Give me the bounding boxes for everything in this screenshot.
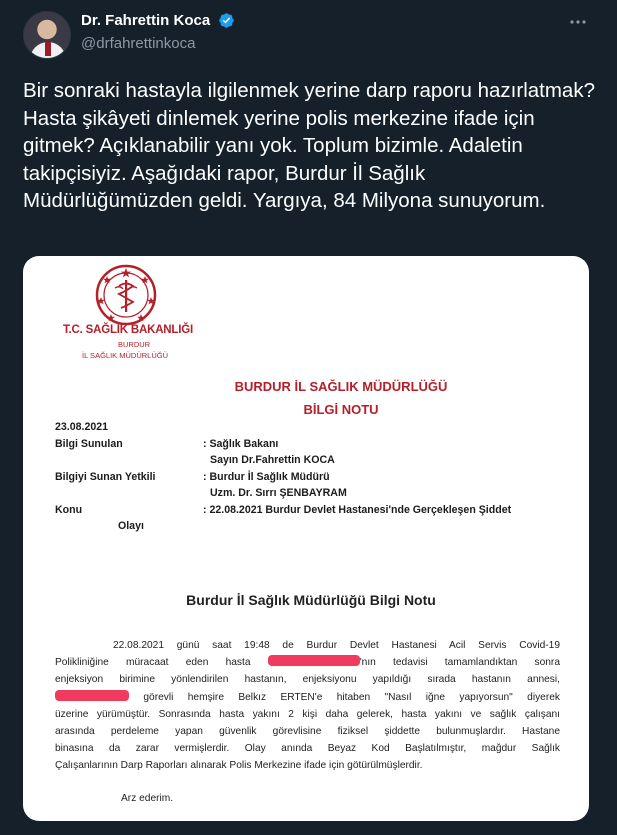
ministry-department: İL SAĞLIK MÜDÜRLÜĞÜ xyxy=(82,351,168,360)
author-name[interactable]: Dr. Fahrettin Koca xyxy=(81,12,211,30)
field-label: Konu xyxy=(55,504,83,516)
document-body xyxy=(55,637,560,775)
attached-image-document[interactable] xyxy=(23,256,589,821)
body-line: binasına da zarar vermişlerdir. Olay anında Beyaz Kod Başlatılmıştır, mağdur Sağlık xyxy=(55,743,560,755)
document-body-title: Burdur İl Sağlık Müdürlüğü Bilgi Notu xyxy=(186,592,436,608)
field-value: Olayı xyxy=(118,520,144,532)
field-value: Uzm. Dr. Sırrı ŞENBAYRAM xyxy=(210,487,347,499)
redaction-mark xyxy=(268,655,360,666)
body-line: görevli hemşire Belkız ERTEN'e hitaben "Nasıl iğne yapıyorsun" diyerek xyxy=(55,689,560,706)
author-info xyxy=(81,12,235,30)
avatar[interactable] xyxy=(23,11,71,59)
ministry-of-health-logo xyxy=(95,264,157,326)
body-line: 22.08.2021 günü saat 19:48 de Burdur Devlet Hastanesi Acil Servis Covid-19 xyxy=(113,640,560,651)
field-value: : 22.08.2021 Burdur Devlet Hastanesi'nde Gerçekleşen Şiddet xyxy=(203,504,512,516)
field-label: Bilgi Sunulan xyxy=(55,438,123,450)
field-value: : Burdur İl Sağlık Müdürü xyxy=(203,471,330,483)
document-header-subtitle: BİLGİ NOTU xyxy=(303,402,379,417)
field-label: Bilgiyi Sunan Yetkili xyxy=(55,471,156,483)
verified-badge-icon xyxy=(218,12,235,29)
ministry-city: BURDUR xyxy=(118,340,151,349)
body-line: Polikliniğine müracaat eden hasta 'nın tedavisi tamamlandıktan sonra xyxy=(55,657,560,669)
author-handle[interactable]: @drfahrettinkoca xyxy=(81,35,196,52)
tweet-text: Bir sonraki hastayla ilgilenmek yerine darp raporu hazırlatmak? Hasta şikâyeti dinlemek yerine polis merkezine ifade için gitmek? Açıklanabilir yanı yok. Toplum bizimle. Adaletin takipçisiyiz. Aşağıdaki rapor, Burdur İl Sağlık Müdürlüğümüzden geldi. Yargıya, 84 Milyona sunuyorum. xyxy=(23,79,595,213)
field-value: Sayın Dr.Fahrettin KOCA xyxy=(210,454,335,466)
ministry-name: T.C. SAĞLIK BAKANLIĞI xyxy=(63,324,193,336)
document-header-title: BURDUR İL SAĞLIK MÜDÜRLÜĞÜ xyxy=(234,379,448,394)
redaction-mark xyxy=(55,690,129,701)
body-line: Çalışanlarının Darp Raporları alınarak Polis Merkezine ifade için götürülmüşlerdir. xyxy=(55,760,423,772)
document-date: 23.08.2021 xyxy=(55,421,109,433)
body-line: üzerine yürümüştür. Sonrasında hasta yakını 2 kişi daha gelerek, hasta yakını ve sağlık çalışanı xyxy=(55,708,560,720)
body-line: arasında perdeleme yapan güvenlik görevlisine fiziksel şiddette bulunmuşlardır. Hastane xyxy=(55,726,560,738)
document-closing: Arz ederim. xyxy=(121,793,174,804)
body-line: enjeksiyon birimine yönlendirilen hastanın, enjeksiyonu yapıldığı sırada hastanın annesi, xyxy=(55,674,560,686)
field-value: : Sağlık Bakanı xyxy=(203,438,279,450)
more-options-icon[interactable] xyxy=(568,12,588,32)
